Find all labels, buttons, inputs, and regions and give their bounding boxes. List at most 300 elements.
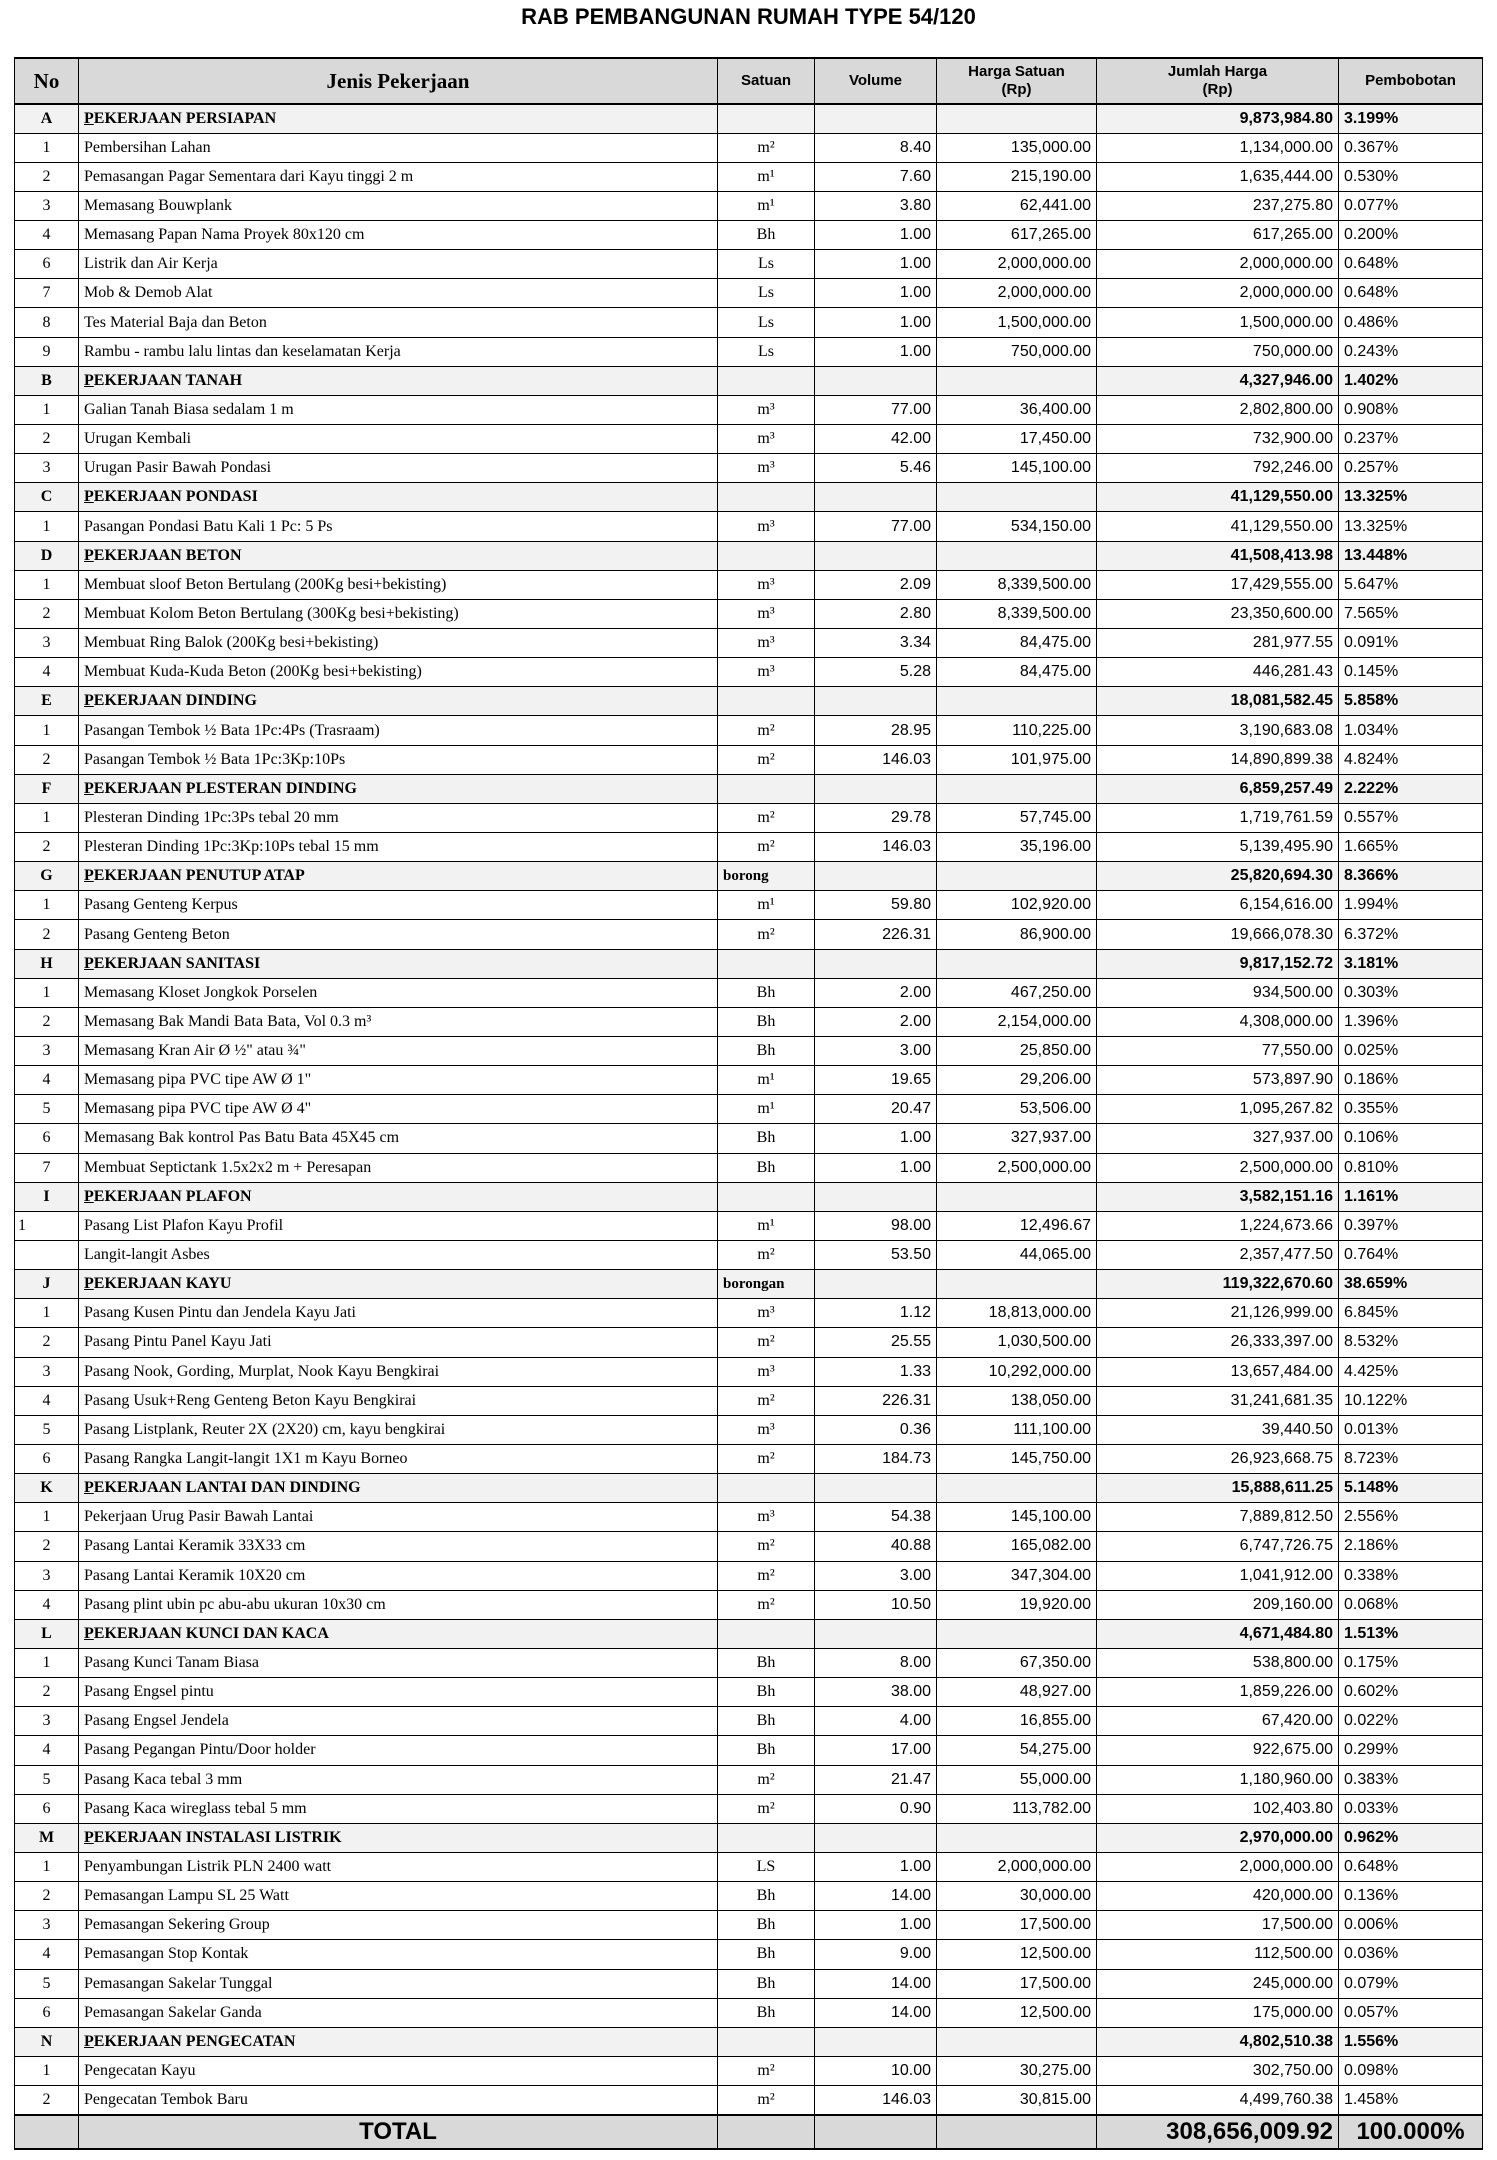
section-name: [79, 1619, 718, 1648]
item-unit: m¹: [718, 891, 815, 920]
item-total: 1,635,444.00: [1097, 162, 1339, 191]
table-row: [15, 191, 1483, 220]
item-name: Memasang Bouwplank: [79, 191, 718, 220]
item-total: 14,890,899.38: [1097, 745, 1339, 774]
table-row: [15, 629, 1483, 658]
item-unit: m²: [718, 2056, 815, 2085]
item-weight: 0.200%: [1339, 221, 1483, 250]
item-unit-price: 467,250.00: [937, 978, 1097, 1007]
section-name-rest: EKERJAAN KUNCI DAN KACA: [93, 1624, 329, 1642]
section-note: [718, 1182, 815, 1211]
item-weight: 0.908%: [1339, 395, 1483, 424]
item-weight: 0.022%: [1339, 1707, 1483, 1736]
item-unit-price: 534,150.00: [937, 512, 1097, 541]
table-row: [15, 1503, 1483, 1532]
item-weight: 0.299%: [1339, 1736, 1483, 1765]
item-no: 1: [15, 716, 79, 745]
item-total: 1,180,960.00: [1097, 1765, 1339, 1794]
item-volume: 1.00: [815, 1911, 937, 1940]
header-harga-satuan-label: Harga Satuan: [968, 63, 1065, 80]
item-total: 1,224,673.66: [1097, 1211, 1339, 1240]
header-jumlah-harga-unit: (Rp): [1202, 81, 1233, 98]
section-note: [718, 1474, 815, 1503]
table-row: [15, 1037, 1483, 1066]
section-volume-cell: [815, 774, 937, 803]
item-unit: m¹: [718, 1066, 815, 1095]
item-unit: Ls: [718, 308, 815, 337]
item-weight: 0.764%: [1339, 1240, 1483, 1269]
section-name: [79, 862, 718, 891]
item-volume: 10.00: [815, 2056, 937, 2085]
item-unit-price: 35,196.00: [937, 833, 1097, 862]
header-jenis-pekerjaan: Jenis Pekerjaan: [79, 58, 718, 104]
table-row: [15, 512, 1483, 541]
grand-total-amount: 308,656,009.92: [1097, 2115, 1339, 2149]
item-name: Pasang Genteng Beton: [79, 920, 718, 949]
item-weight: 0.175%: [1339, 1648, 1483, 1677]
item-weight: 0.243%: [1339, 337, 1483, 366]
item-unit: Bh: [718, 1153, 815, 1182]
item-no: 5: [15, 1969, 79, 1998]
table-row: [15, 570, 1483, 599]
item-weight: 0.303%: [1339, 978, 1483, 1007]
table-row: [15, 2056, 1483, 2085]
item-volume: 54.38: [815, 1503, 937, 1532]
item-volume: 2.09: [815, 570, 937, 599]
table-header-row: [15, 58, 1483, 104]
item-total: 17,500.00: [1097, 1911, 1339, 1940]
item-total: 7,889,812.50: [1097, 1503, 1339, 1532]
item-unit: m¹: [718, 162, 815, 191]
item-weight: 0.338%: [1339, 1561, 1483, 1590]
table-row: [15, 1736, 1483, 1765]
item-no: 6: [15, 1794, 79, 1823]
item-name: Mob & Demob Alat: [79, 279, 718, 308]
item-weight: 0.397%: [1339, 1211, 1483, 1240]
item-unit: m³: [718, 512, 815, 541]
item-total: 26,923,668.75: [1097, 1444, 1339, 1473]
item-total: 1,500,000.00: [1097, 308, 1339, 337]
section-name-initial: P: [84, 954, 94, 972]
item-volume: 3.80: [815, 191, 937, 220]
section-name: [79, 949, 718, 978]
item-unit: m²: [718, 1240, 815, 1269]
item-name: Memasang pipa PVC tipe AW Ø 4": [79, 1095, 718, 1124]
section-volume-cell: [815, 2027, 937, 2056]
header-harga-satuan-unit: (Rp): [1001, 81, 1032, 98]
table-row: [15, 1415, 1483, 1444]
section-total: 4,671,484.80: [1097, 1619, 1339, 1648]
item-unit-price: 101,975.00: [937, 745, 1097, 774]
item-name: Pembersihan Lahan: [79, 133, 718, 162]
table-body: [15, 104, 1483, 2115]
item-total: 23,350,600.00: [1097, 599, 1339, 628]
item-name: Pasang Kusen Pintu dan Jendela Kayu Jati: [79, 1299, 718, 1328]
item-unit: Bh: [718, 1940, 815, 1969]
section-volume-cell: [815, 1619, 937, 1648]
item-name: Memasang Kran Air Ø ½" atau ¾": [79, 1037, 718, 1066]
item-weight: 10.122%: [1339, 1386, 1483, 1415]
table-row: [15, 1211, 1483, 1240]
item-no: 7: [15, 279, 79, 308]
item-volume: 0.36: [815, 1415, 937, 1444]
section-row: [15, 1182, 1483, 1211]
table-row: [15, 221, 1483, 250]
item-no: 4: [15, 1386, 79, 1415]
item-name: Pasang Rangka Langit-langit 1X1 m Kayu Borneo: [79, 1444, 718, 1473]
section-total: 25,820,694.30: [1097, 862, 1339, 891]
item-name: Pasang Lantai Keramik 10X20 cm: [79, 1561, 718, 1590]
item-volume: 98.00: [815, 1211, 937, 1240]
item-volume: 1.00: [815, 1852, 937, 1881]
item-volume: 38.00: [815, 1678, 937, 1707]
item-unit: Ls: [718, 279, 815, 308]
section-total: 119,322,670.60: [1097, 1270, 1339, 1299]
item-no: 6: [15, 250, 79, 279]
section-price-cell: [937, 541, 1097, 570]
section-total: 9,817,152.72: [1097, 949, 1339, 978]
item-name: Pengecatan Kayu: [79, 2056, 718, 2085]
item-volume: 1.00: [815, 279, 937, 308]
item-total: 26,333,397.00: [1097, 1328, 1339, 1357]
item-unit: Bh: [718, 978, 815, 1007]
table-row: [15, 1007, 1483, 1036]
table-row: [15, 2086, 1483, 2115]
table-row: [15, 1648, 1483, 1677]
item-total: 2,357,477.50: [1097, 1240, 1339, 1269]
section-row: [15, 949, 1483, 978]
table-row: [15, 133, 1483, 162]
table-row: [15, 978, 1483, 1007]
item-volume: 226.31: [815, 1386, 937, 1415]
item-volume: 2.00: [815, 978, 937, 1007]
section-weight: 5.858%: [1339, 687, 1483, 716]
item-unit: m²: [718, 1532, 815, 1561]
item-weight: 1.994%: [1339, 891, 1483, 920]
section-price-cell: [937, 949, 1097, 978]
item-volume: 14.00: [815, 1998, 937, 2027]
item-volume: 1.00: [815, 1124, 937, 1153]
section-name-initial: P: [84, 692, 94, 710]
section-name: [79, 1823, 718, 1852]
item-no: 6: [15, 1444, 79, 1473]
item-unit-price: 2,000,000.00: [937, 250, 1097, 279]
item-volume: 20.47: [815, 1095, 937, 1124]
table-row: [15, 1357, 1483, 1386]
item-name: Pemasangan Lampu SL 25 Watt: [79, 1882, 718, 1911]
section-note: [718, 104, 815, 133]
item-unit-price: 145,750.00: [937, 1444, 1097, 1473]
section-name-initial: P: [84, 1479, 94, 1497]
section-name: [79, 687, 718, 716]
item-no: 1: [15, 891, 79, 920]
item-volume: 184.73: [815, 1444, 937, 1473]
item-total: 19,666,078.30: [1097, 920, 1339, 949]
item-no: 1: [15, 1852, 79, 1881]
section-volume-cell: [815, 949, 937, 978]
item-unit-price: 2,500,000.00: [937, 1153, 1097, 1182]
item-volume: 77.00: [815, 395, 937, 424]
section-row: [15, 687, 1483, 716]
item-weight: 0.383%: [1339, 1765, 1483, 1794]
item-volume: 1.00: [815, 250, 937, 279]
item-name: Pemasangan Sekering Group: [79, 1911, 718, 1940]
item-no: 3: [15, 629, 79, 658]
table-row: [15, 1998, 1483, 2027]
item-weight: 0.098%: [1339, 2056, 1483, 2085]
item-volume: 4.00: [815, 1707, 937, 1736]
item-total: 934,500.00: [1097, 978, 1339, 1007]
item-total: 77,550.00: [1097, 1037, 1339, 1066]
item-weight: 0.648%: [1339, 279, 1483, 308]
section-name-initial: P: [84, 1187, 94, 1205]
item-total: 792,246.00: [1097, 454, 1339, 483]
item-total: 2,000,000.00: [1097, 1852, 1339, 1881]
item-total: 538,800.00: [1097, 1648, 1339, 1677]
item-unit-price: 86,900.00: [937, 920, 1097, 949]
item-volume: 3.00: [815, 1561, 937, 1590]
section-weight: 2.222%: [1339, 774, 1483, 803]
item-unit-price: 30,815.00: [937, 2086, 1097, 2115]
item-weight: 1.034%: [1339, 716, 1483, 745]
item-no: 8: [15, 308, 79, 337]
item-name: Pekerjaan Urug Pasir Bawah Lantai: [79, 1503, 718, 1532]
item-unit: m²: [718, 920, 815, 949]
section-note: [718, 1823, 815, 1852]
section-name: [79, 541, 718, 570]
item-volume: 14.00: [815, 1882, 937, 1911]
header-harga-satuan: [937, 58, 1097, 104]
section-note: [718, 366, 815, 395]
table-row: [15, 1299, 1483, 1328]
table-row: [15, 1532, 1483, 1561]
section-row: [15, 483, 1483, 512]
item-name: Membuat sloof Beton Bertulang (200Kg besi+bekisting): [79, 570, 718, 599]
item-unit: m³: [718, 1357, 815, 1386]
item-no: 4: [15, 658, 79, 687]
section-weight: 1.161%: [1339, 1182, 1483, 1211]
section-total: 4,327,946.00: [1097, 366, 1339, 395]
item-no: 3: [15, 1911, 79, 1940]
item-total: 209,160.00: [1097, 1590, 1339, 1619]
item-weight: 0.006%: [1339, 1911, 1483, 1940]
item-volume: 40.88: [815, 1532, 937, 1561]
item-weight: 7.565%: [1339, 599, 1483, 628]
section-note: [718, 949, 815, 978]
item-unit-price: 62,441.00: [937, 191, 1097, 220]
item-total: 446,281.43: [1097, 658, 1339, 687]
table-row: [15, 395, 1483, 424]
section-name: [79, 2027, 718, 2056]
item-total: 2,000,000.00: [1097, 250, 1339, 279]
section-total: 2,970,000.00: [1097, 1823, 1339, 1852]
table-row: [15, 1444, 1483, 1473]
section-row: [15, 366, 1483, 395]
section-name-rest: EKERJAAN TANAH: [93, 371, 243, 389]
item-unit: m³: [718, 454, 815, 483]
item-name: Pasangan Tembok ½ Bata 1Pc:4Ps (Trasraam): [79, 716, 718, 745]
header-pembobotan: Pembobotan: [1339, 58, 1483, 104]
item-unit-price: 17,450.00: [937, 425, 1097, 454]
section-row: [15, 541, 1483, 570]
table-row: [15, 1678, 1483, 1707]
item-unit-price: 1,500,000.00: [937, 308, 1097, 337]
item-weight: 0.091%: [1339, 629, 1483, 658]
table-row: [15, 745, 1483, 774]
grand-total-unit-cell: [718, 2115, 815, 2149]
section-price-cell: [937, 774, 1097, 803]
table-row: [15, 891, 1483, 920]
document-title: RAB PEMBANGUNAN RUMAH TYPE 54/120: [521, 4, 976, 29]
table-row: [15, 803, 1483, 832]
item-unit: Bh: [718, 1707, 815, 1736]
item-unit: m³: [718, 1299, 815, 1328]
item-volume: 146.03: [815, 833, 937, 862]
item-name: Pemasangan Pagar Sementara dari Kayu tinggi 2 m: [79, 162, 718, 191]
table-row: [15, 716, 1483, 745]
item-no: 2: [15, 425, 79, 454]
item-weight: 0.136%: [1339, 1882, 1483, 1911]
item-no: 2: [15, 1007, 79, 1036]
section-name: [79, 104, 718, 133]
header-no: No: [15, 58, 79, 104]
item-total: 2,500,000.00: [1097, 1153, 1339, 1182]
item-total: 922,675.00: [1097, 1736, 1339, 1765]
item-total: 420,000.00: [1097, 1882, 1339, 1911]
item-unit: m²: [718, 1590, 815, 1619]
item-total: 732,900.00: [1097, 425, 1339, 454]
section-row: [15, 862, 1483, 891]
section-row: [15, 104, 1483, 133]
item-volume: 9.00: [815, 1940, 937, 1969]
item-name: Plesteran Dinding 1Pc:3Ps tebal 20 mm: [79, 803, 718, 832]
item-unit-price: 12,496.67: [937, 1211, 1097, 1240]
item-volume: 3.00: [815, 1037, 937, 1066]
item-name: Membuat Kolom Beton Bertulang (300Kg besi+bekisting): [79, 599, 718, 628]
item-name: Pasang Kaca wireglass tebal 5 mm: [79, 1794, 718, 1823]
section-code: J: [15, 1270, 79, 1299]
section-note: [718, 541, 815, 570]
item-weight: 0.186%: [1339, 1066, 1483, 1095]
item-name: Pasang Pintu Panel Kayu Jati: [79, 1328, 718, 1357]
item-name: Pasang Lantai Keramik 33X33 cm: [79, 1532, 718, 1561]
item-total: 245,000.00: [1097, 1969, 1339, 1998]
item-total: 4,308,000.00: [1097, 1007, 1339, 1036]
item-unit: m³: [718, 395, 815, 424]
item-unit-price: 617,265.00: [937, 221, 1097, 250]
item-name: Rambu - rambu lalu lintas dan keselamatan Kerja: [79, 337, 718, 366]
item-unit-price: 25,850.00: [937, 1037, 1097, 1066]
item-total: 67,420.00: [1097, 1707, 1339, 1736]
item-weight: 0.013%: [1339, 1415, 1483, 1444]
table-row: [15, 337, 1483, 366]
item-unit: m²: [718, 2086, 815, 2115]
item-unit: m²: [718, 1386, 815, 1415]
item-volume: 146.03: [815, 745, 937, 774]
item-no: 1: [15, 1648, 79, 1677]
item-weight: 0.145%: [1339, 658, 1483, 687]
item-weight: 0.237%: [1339, 425, 1483, 454]
item-no: 2: [15, 1328, 79, 1357]
section-name: [79, 1474, 718, 1503]
item-weight: 0.810%: [1339, 1153, 1483, 1182]
item-volume: 5.28: [815, 658, 937, 687]
item-volume: 3.34: [815, 629, 937, 658]
grand-total-no-cell: [15, 2115, 79, 2149]
section-weight: 0.962%: [1339, 1823, 1483, 1852]
header-satuan: Satuan: [718, 58, 815, 104]
item-no: 2: [15, 1678, 79, 1707]
item-unit: Bh: [718, 1124, 815, 1153]
section-volume-cell: [815, 541, 937, 570]
grand-total-row: [15, 2115, 1483, 2149]
item-volume: 59.80: [815, 891, 937, 920]
item-no: 2: [15, 745, 79, 774]
item-unit: m²: [718, 133, 815, 162]
section-volume-cell: [815, 862, 937, 891]
item-name: Pasang Listplank, Reuter 2X (2X20) cm, kayu bengkirai: [79, 1415, 718, 1444]
section-name-initial: P: [84, 488, 94, 506]
section-price-cell: [937, 862, 1097, 891]
item-no: 4: [15, 221, 79, 250]
item-unit-price: 215,190.00: [937, 162, 1097, 191]
item-volume: 0.90: [815, 1794, 937, 1823]
item-weight: 5.647%: [1339, 570, 1483, 599]
item-total: 750,000.00: [1097, 337, 1339, 366]
item-unit: Bh: [718, 1007, 815, 1036]
section-name-rest: EKERJAAN DINDING: [93, 692, 257, 710]
table-row: [15, 1765, 1483, 1794]
item-unit: Bh: [718, 1736, 815, 1765]
section-code: D: [15, 541, 79, 570]
item-unit-price: 113,782.00: [937, 1794, 1097, 1823]
item-name: Membuat Kuda-Kuda Beton (200Kg besi+bekisting): [79, 658, 718, 687]
item-no: 1: [15, 395, 79, 424]
table-row: [15, 308, 1483, 337]
item-volume: 1.00: [815, 221, 937, 250]
item-unit-price: 8,339,500.00: [937, 570, 1097, 599]
item-unit: Bh: [718, 1037, 815, 1066]
item-unit-price: 17,500.00: [937, 1911, 1097, 1940]
section-name-rest: EKERJAAN PERSIAPAN: [93, 109, 277, 127]
item-weight: 0.648%: [1339, 1852, 1483, 1881]
item-unit-price: 55,000.00: [937, 1765, 1097, 1794]
item-total: 1,041,912.00: [1097, 1561, 1339, 1590]
header-jumlah-harga: [1097, 58, 1339, 104]
item-name: Pasang Kunci Tanam Biasa: [79, 1648, 718, 1677]
item-unit: m³: [718, 570, 815, 599]
item-volume: 19.65: [815, 1066, 937, 1095]
item-unit: m¹: [718, 191, 815, 220]
item-volume: 1.33: [815, 1357, 937, 1386]
section-price-cell: [937, 1270, 1097, 1299]
grand-total-price-cell: [937, 2115, 1097, 2149]
item-volume: 7.60: [815, 162, 937, 191]
section-name-initial: P: [84, 1828, 94, 1846]
item-unit-price: 8,339,500.00: [937, 599, 1097, 628]
item-unit-price: 12,500.00: [937, 1998, 1097, 2027]
section-name-rest: EKERJAAN PENUTUP ATAP: [93, 867, 305, 885]
section-price-cell: [937, 366, 1097, 395]
section-name-initial: P: [84, 1624, 94, 1642]
table-row: [15, 162, 1483, 191]
item-unit-price: 84,475.00: [937, 658, 1097, 687]
table-row: [15, 1095, 1483, 1124]
item-unit-price: 110,225.00: [937, 716, 1097, 745]
section-code: E: [15, 687, 79, 716]
item-unit-price: 145,100.00: [937, 1503, 1097, 1532]
section-price-cell: [937, 1182, 1097, 1211]
